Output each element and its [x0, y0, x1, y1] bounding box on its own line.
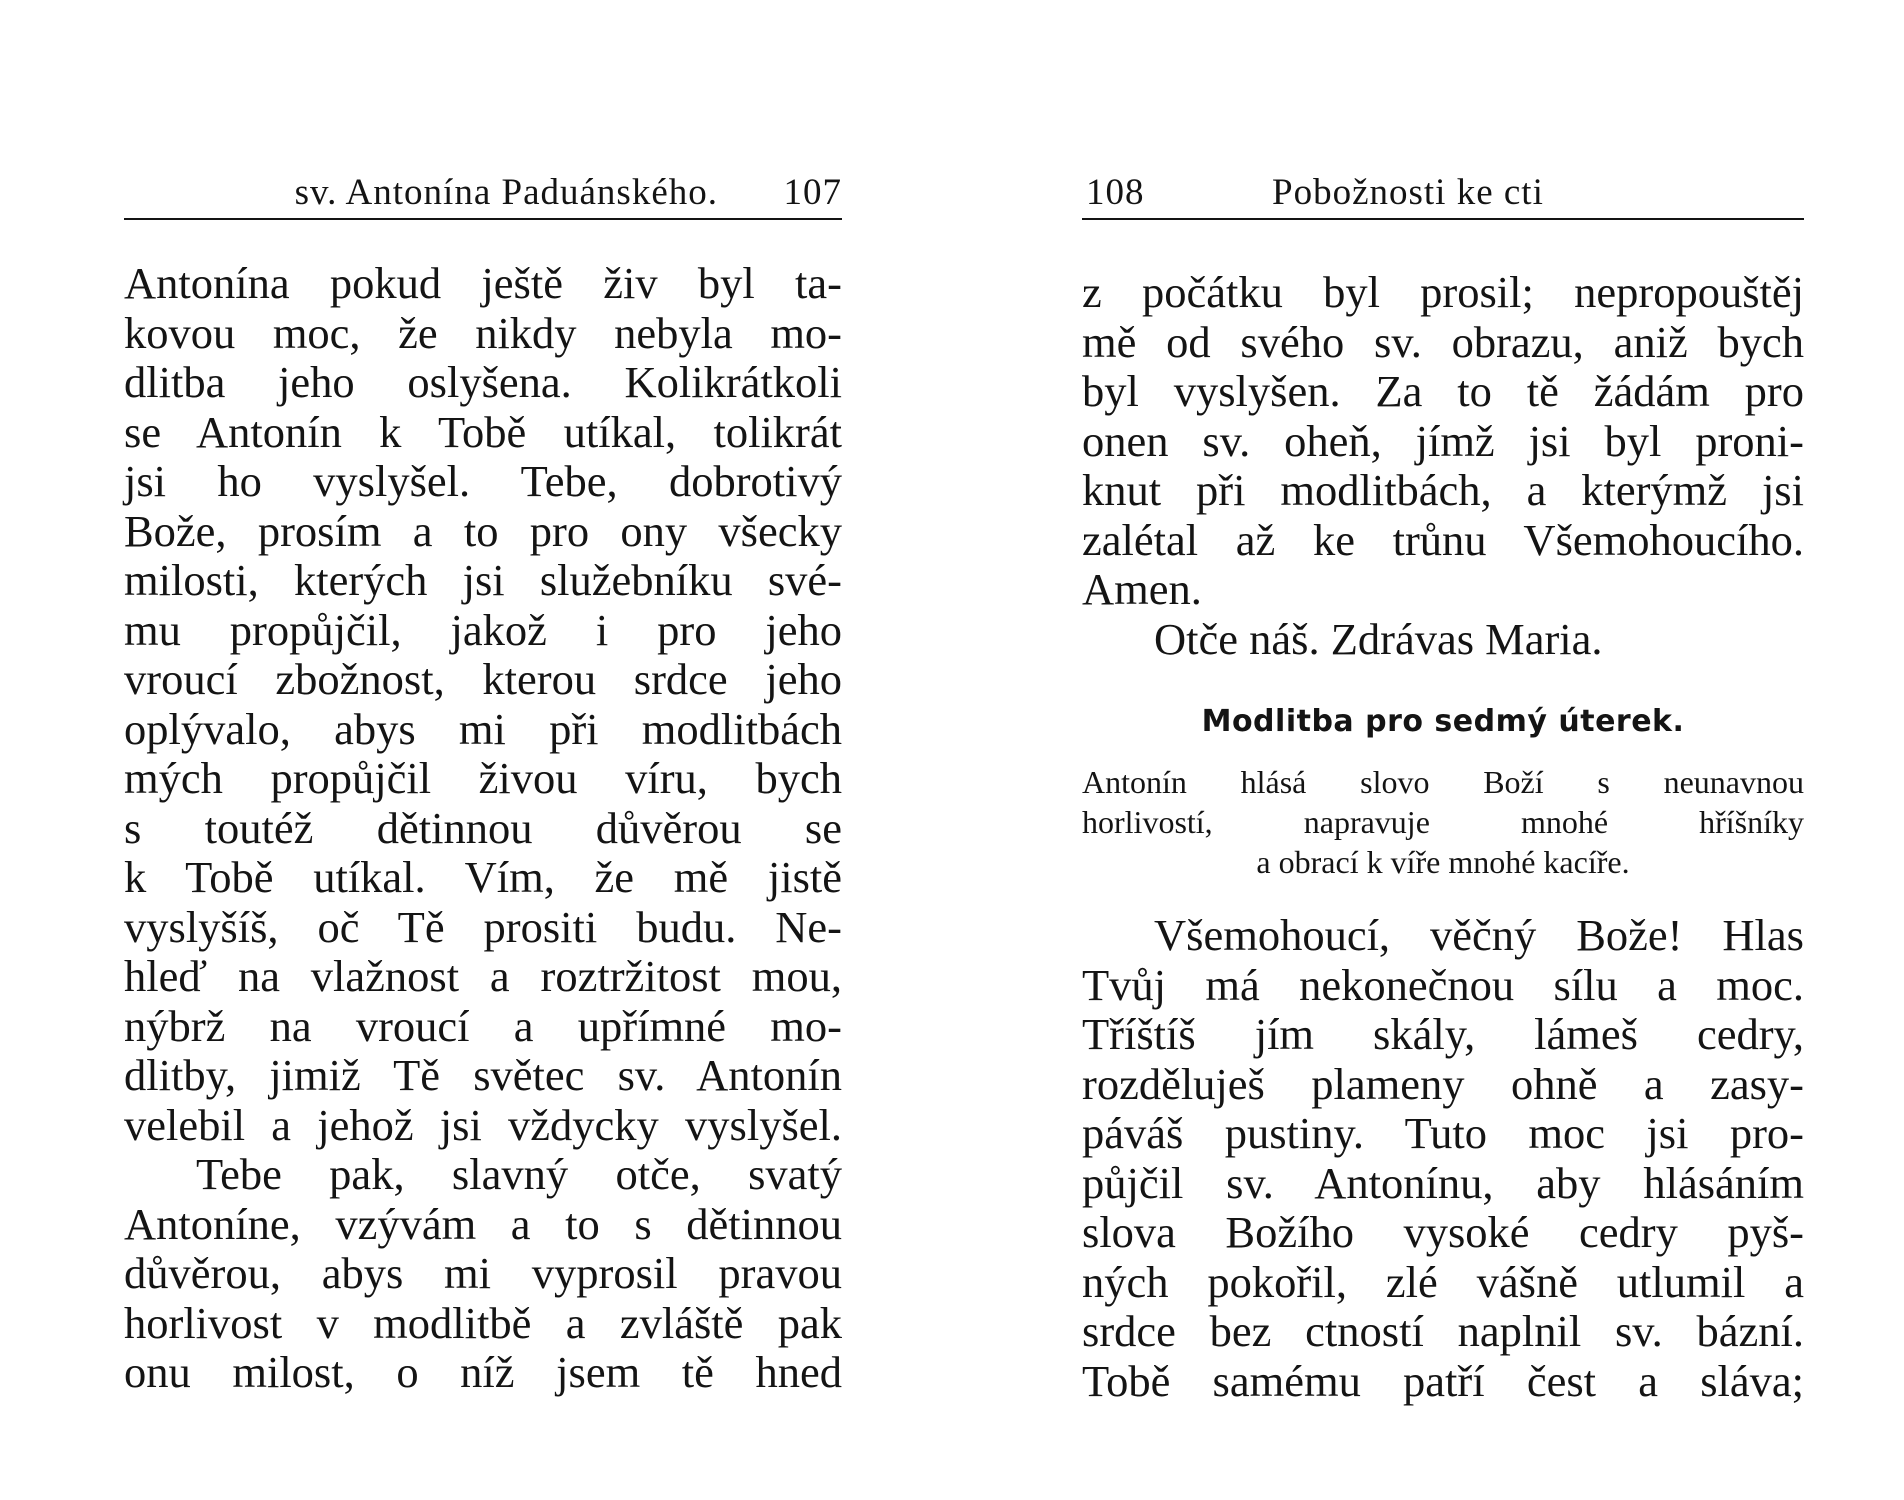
text-line: Tvůj má nekonečnou sílu a moc. [1082, 959, 1804, 1010]
text-line: zalétal až ke trůnu Všemohoucího. [1082, 514, 1804, 565]
right-body-text-top [1082, 268, 1804, 664]
text-line: onen sv. oheň, jímž jsi byl proni- [1082, 415, 1804, 466]
left-page [124, 0, 842, 1500]
right-page-number: 108 [1086, 172, 1145, 213]
text-line: mých propůjčil živou víru, bych [124, 753, 842, 803]
text-line: vroucí zbožnost, kterou srdce jeho [124, 654, 842, 704]
text-line: Amen. [1082, 564, 1202, 614]
text-line: oplývalo, abys mi při modlitbách [124, 703, 842, 754]
text-line: mě od svého sv. obrazu, aniž bych [1082, 316, 1804, 367]
text-line: Bože, prosím a to pro ony všecky [124, 505, 842, 556]
text-line: rozděluješ plameny ohně a zasy- [1082, 1058, 1804, 1109]
text-line: dlitba jeho oslyšena. Kolikrátkoli [124, 357, 842, 407]
summary-line: horlivostí, napravuje mnohé hříšníky [1082, 804, 1804, 840]
text-line: se Antonín k Tobě utíkal, tolikrát [124, 406, 842, 457]
text-line: Otče náš. Zdrávas Maria. [1154, 613, 1603, 664]
left-page-number: 107 [783, 172, 842, 213]
text-line: dlitby, jimiž Tě světec sv. Antonín [124, 1050, 842, 1100]
text-line: velebil a jehož jsi vždycky vyslyšel. [124, 1099, 842, 1150]
summary-line: Antonín hlásá slovo Boží s neunavnou [1082, 764, 1804, 800]
section-heading: Modlitba pro sedmý úterek. [1201, 704, 1685, 739]
left-body-text [124, 259, 842, 1398]
summary-line: a obrací k víře mnohé kacíře. [1256, 844, 1630, 880]
text-line: ných pokořil, zlé vášně utlumil a [1082, 1256, 1804, 1307]
text-line: k Tobě utíkal. Vím, že mě jistě [124, 852, 842, 902]
text-line: horlivost v modlitbě a zvláště pak [124, 1297, 842, 1348]
text-line: mu propůjčil, jakož i pro jeho [124, 604, 842, 655]
text-line: Všemohoucí, věčný Bože! Hlas [1154, 910, 1804, 960]
right-header-title: Pobožnosti ke cti [1272, 172, 1544, 213]
text-line: onu milost, o níž jsem tě hned [124, 1347, 842, 1397]
text-line: Tebe pak, slavný otče, svatý [196, 1149, 842, 1199]
text-line: slova Božího vysoké cedry pyš- [1082, 1207, 1804, 1257]
right-page [1082, 0, 1804, 1500]
text-line: Tobě samému patří čest a sláva; [1082, 1355, 1804, 1406]
text-line: milosti, kterých jsi služebníku své- [124, 555, 842, 605]
text-line: Antoníne, vzývám a to s dětinnou [124, 1198, 842, 1249]
text-line: s toutéž dětinnou důvěrou se [124, 802, 842, 853]
text-line: hleď na vlažnost a roztržitost mou, [124, 951, 842, 1001]
text-line: kovou moc, že nikdy nebyla mo- [124, 307, 842, 358]
left-header-title: sv. Antonína Paduánského. [294, 172, 718, 213]
left-running-header [124, 168, 842, 220]
text-line: nýbrž na vroucí a upřímné mo- [124, 1000, 842, 1051]
text-line: páváš pustiny. Tuto moc jsi pro- [1082, 1108, 1804, 1158]
text-line: Tříštíš jím skály, lámeš cedry, [1082, 1009, 1804, 1059]
text-line: byl vyslyšen. Za to tě žádám pro [1082, 366, 1804, 416]
text-line: knut při modlitbách, a kterýmž jsi [1082, 465, 1804, 515]
text-line: důvěrou, abys mi vyprosil pravou [124, 1248, 842, 1298]
right-running-header [1082, 168, 1804, 220]
text-line: srdce bez ctností naplnil sv. bázní. [1082, 1306, 1804, 1356]
text-line: z počátku byl prosil; nepropouštěj [1082, 267, 1804, 317]
section-summary [1082, 762, 1804, 882]
text-line: jsi ho vyslyšel. Tebe, dobrotivý [124, 456, 842, 506]
text-line: vyslyšíš, oč Tě prositi budu. Ne- [124, 901, 842, 952]
text-line: půjčil sv. Antonínu, aby hlásáním [1082, 1157, 1804, 1208]
text-line: Antonína pokud ještě živ byl ta- [124, 258, 842, 308]
right-body-text-bottom [1082, 911, 1804, 1406]
